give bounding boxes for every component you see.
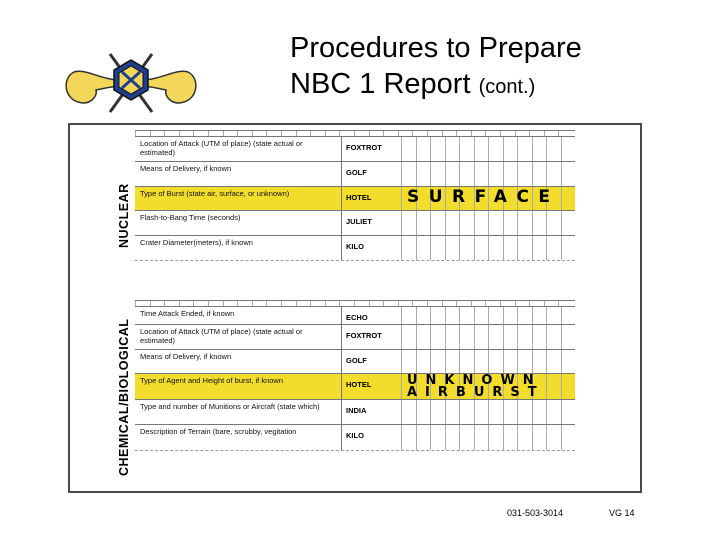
entry-cell	[474, 162, 488, 186]
entry-cell	[459, 425, 473, 450]
entry-cell	[474, 350, 488, 373]
entry-cell	[445, 425, 459, 450]
entry-cell	[459, 325, 473, 349]
entry-cell	[416, 400, 430, 424]
chemical-corps-logo	[62, 40, 200, 118]
entry-cell	[459, 400, 473, 424]
row-code: GOLF	[341, 162, 401, 186]
entry-cell	[445, 162, 459, 186]
entry-cell	[517, 162, 531, 186]
form-row	[135, 399, 575, 424]
slide-number: VG 14	[609, 508, 635, 518]
title-line-2	[290, 66, 582, 105]
entry-cells	[401, 400, 575, 424]
entry-cell	[401, 307, 415, 324]
entry-cell	[517, 400, 531, 424]
doc-number: 031-503-3014	[507, 508, 564, 518]
entry-cell	[459, 162, 473, 186]
entry-cell	[561, 325, 575, 349]
entry-cell	[401, 400, 415, 424]
entry-cell	[459, 137, 473, 161]
entry-cells	[401, 162, 575, 186]
entry-cell	[532, 425, 546, 450]
row-code: FOXTROT	[341, 325, 401, 349]
entry-cell	[416, 307, 430, 324]
entry-cells	[401, 350, 575, 373]
entry-cell	[430, 137, 444, 161]
entry-cell	[474, 137, 488, 161]
entry-cell	[430, 307, 444, 324]
entry-cell	[445, 400, 459, 424]
entry-cell	[546, 307, 560, 324]
entry-cell	[517, 307, 531, 324]
entry-cell	[401, 236, 415, 260]
entry-cell	[561, 350, 575, 373]
entry-cell	[546, 374, 560, 399]
entry-cell	[488, 137, 502, 161]
entry-cell	[561, 425, 575, 450]
entry-cell	[561, 400, 575, 424]
entry-cell	[488, 211, 502, 235]
torn-edge	[135, 450, 575, 461]
row-description: Means of Delivery, if known	[140, 164, 232, 173]
torn-edge	[135, 260, 575, 271]
entry-cell	[546, 350, 560, 373]
entry-cell	[416, 325, 430, 349]
entry-cell	[459, 236, 473, 260]
entry-cell	[517, 236, 531, 260]
entry-cell	[503, 236, 517, 260]
entry-cells	[401, 236, 575, 260]
entry-cell	[445, 307, 459, 324]
entry-cell	[416, 137, 430, 161]
entry-cell	[561, 137, 575, 161]
entry-cell	[532, 236, 546, 260]
entry-cell	[416, 425, 430, 450]
entry-cell	[416, 211, 430, 235]
form-row	[135, 235, 575, 260]
entry-cell	[503, 162, 517, 186]
entry-cell	[401, 425, 415, 450]
entry-cell	[401, 350, 415, 373]
entry-cell	[546, 425, 560, 450]
form-row	[135, 424, 575, 450]
entry-cell	[532, 137, 546, 161]
entry-cell	[532, 325, 546, 349]
row-code: INDIA	[341, 400, 401, 424]
entry-cell	[488, 236, 502, 260]
row-description: Flash-to-Bang Time (seconds)	[140, 213, 241, 222]
entry-cell	[546, 137, 560, 161]
chembio-label: CHEMICAL/BIOLOGICAL	[117, 318, 131, 476]
row-code: KILO	[341, 236, 401, 260]
entry-cell	[474, 307, 488, 324]
entry-cell	[503, 350, 517, 373]
entry-cell	[488, 425, 502, 450]
entry-cell	[546, 162, 560, 186]
entry-cell	[488, 325, 502, 349]
entry-cell	[532, 162, 546, 186]
entry-cell	[517, 137, 531, 161]
entry-cell	[561, 162, 575, 186]
row-description: Location of Attack (UTM of place) (state actual or estimated)	[140, 139, 303, 157]
handwritten-entry: UNKNOWN	[407, 373, 542, 388]
entry-cell	[430, 400, 444, 424]
entry-cell	[532, 400, 546, 424]
row-description: Type of Agent and Height of burst, if known	[140, 376, 284, 385]
entry-cell	[474, 325, 488, 349]
entry-cell	[503, 137, 517, 161]
entry-cell	[503, 400, 517, 424]
row-description: Type and number of Munitions or Aircraft (state which)	[140, 402, 320, 411]
entry-cell	[401, 162, 415, 186]
row-description: Type of Burst (state air, surface, or unknown)	[140, 189, 290, 198]
row-description: Crater Diameter(meters), if known	[140, 238, 253, 247]
entry-cell	[445, 211, 459, 235]
entry-cell	[546, 400, 560, 424]
entry-cell	[532, 350, 546, 373]
entry-cell	[561, 187, 575, 210]
entry-cell	[503, 425, 517, 450]
entry-cell	[488, 162, 502, 186]
entry-cell	[459, 211, 473, 235]
title-line-2-small: (cont.)	[478, 76, 536, 98]
entry-cell	[532, 211, 546, 235]
handwritten-entry: AIRBURST	[407, 385, 545, 400]
row-description: Location of Attack (UTM of place) (state actual or estimated)	[140, 327, 303, 345]
entry-cell	[517, 425, 531, 450]
entry-cell	[503, 307, 517, 324]
entry-cell	[546, 236, 560, 260]
row-code: HOTEL	[341, 374, 401, 399]
entry-cell	[445, 137, 459, 161]
entry-cell	[401, 211, 415, 235]
row-code: KILO	[341, 425, 401, 450]
row-code: ECHO	[341, 307, 401, 324]
entry-cell	[445, 236, 459, 260]
entry-cell	[503, 211, 517, 235]
entry-cell	[546, 211, 560, 235]
nuclear-label: NUCLEAR	[117, 183, 131, 248]
entry-cell	[459, 350, 473, 373]
entry-cell	[459, 307, 473, 324]
entry-cell	[517, 350, 531, 373]
entry-cell	[401, 137, 415, 161]
entry-cell	[474, 211, 488, 235]
form-row	[135, 324, 575, 349]
entry-cells	[401, 425, 575, 450]
entry-cells	[401, 307, 575, 324]
entry-cell	[430, 425, 444, 450]
handwritten-entry: SURFACE	[407, 187, 560, 207]
form-row	[135, 136, 575, 161]
entry-cells	[401, 137, 575, 161]
form-row	[135, 161, 575, 186]
chembio-section	[135, 300, 575, 470]
form-row	[135, 306, 575, 324]
title-line-2-main: NBC 1 Report	[290, 68, 471, 100]
row-code: JULIET	[341, 211, 401, 235]
row-code: HOTEL	[341, 187, 401, 210]
entry-cell	[503, 325, 517, 349]
entry-cell	[474, 236, 488, 260]
entry-cell	[488, 400, 502, 424]
row-description: Time Attack Ended, if known	[140, 309, 235, 318]
entry-cell	[517, 211, 531, 235]
entry-cell	[416, 236, 430, 260]
entry-cell	[474, 400, 488, 424]
entry-cell	[488, 350, 502, 373]
entry-cell	[488, 307, 502, 324]
form-row	[135, 349, 575, 373]
entry-cell	[416, 350, 430, 373]
nuclear-section	[135, 130, 575, 280]
title-line-1: Procedures to Prepare	[290, 32, 582, 64]
row-description: Means of Delivery, if known	[140, 352, 232, 361]
entry-cell	[430, 162, 444, 186]
page-title	[290, 30, 582, 105]
entry-cell	[416, 162, 430, 186]
entry-cells	[401, 325, 575, 349]
row-code: GOLF	[341, 350, 401, 373]
entry-cell	[517, 325, 531, 349]
entry-cell	[430, 350, 444, 373]
entry-cell	[430, 236, 444, 260]
entry-cell	[561, 374, 575, 399]
entry-cell	[430, 211, 444, 235]
entry-cell	[445, 350, 459, 373]
entry-cell	[561, 307, 575, 324]
form-row	[135, 210, 575, 235]
entry-cell	[401, 325, 415, 349]
entry-cell	[445, 325, 459, 349]
row-code: FOXTROT	[341, 137, 401, 161]
entry-cell	[546, 325, 560, 349]
entry-cell	[561, 236, 575, 260]
entry-cell	[474, 425, 488, 450]
entry-cell	[430, 325, 444, 349]
row-description: Description of Terrain (bare, scrubby, vegitation	[140, 427, 297, 436]
entry-cell	[561, 211, 575, 235]
entry-cell	[532, 307, 546, 324]
entry-cells	[401, 211, 575, 235]
